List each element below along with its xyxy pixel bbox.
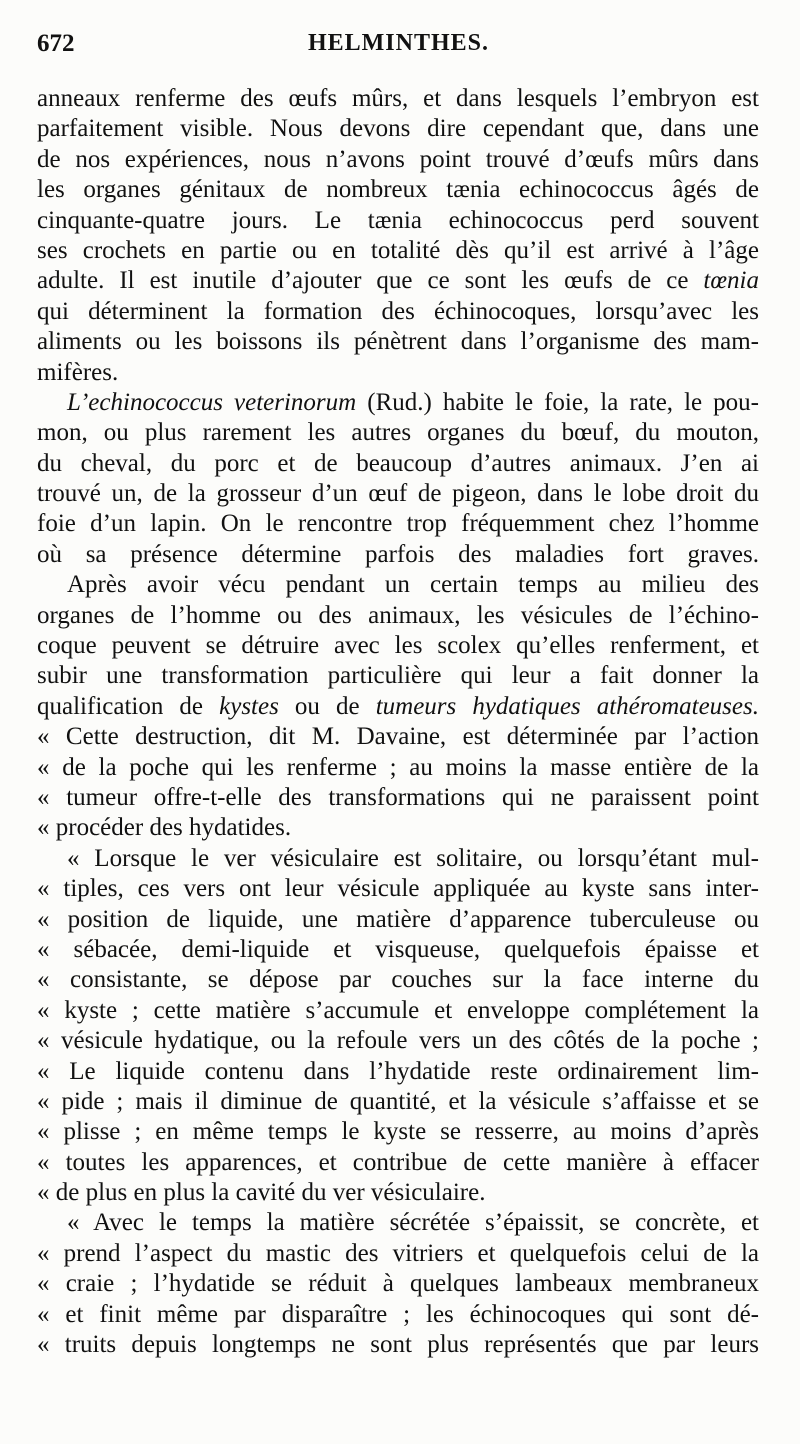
text-line: foie d’un lapin. On le rencontre trop fréquemment chez l’homme — [37, 510, 759, 538]
text-line: « Avec le temps la matière sécrétée s’épaissit, se concrète, et — [67, 1209, 759, 1237]
text-line: « procéder des hydatides. — [37, 814, 292, 842]
page-number: 672 — [37, 30, 75, 57]
text-line: « tiples, ces vers ont leur vésicule appliquée au kyste sans inter- — [37, 875, 759, 903]
text-line: « Lorsque le ver vésiculaire est solitaire, ou lorsqu’étant mul- — [67, 844, 759, 872]
text-line: de nos expériences, nous n’avons point trouvé d’œufs mûrs dans — [37, 145, 759, 173]
text-line: ses crochets en partie ou en totalité dès qu’il est arrivé à l’âge — [37, 236, 759, 264]
text-line: qualification de kystes ou de tumeurs hydatiques athéromateuses. — [37, 692, 759, 720]
text-line: aliments ou les boissons ils pénètrent dans l’organisme des mam- — [37, 328, 759, 356]
body-text — [37, 84, 759, 1360]
text-line: « vésicule hydatique, ou la refoule vers un des côtés de la poche ; — [37, 1027, 759, 1055]
text-line: subir une transformation particulière qui leur a fait donner la — [37, 662, 759, 690]
text-line: du cheval, du porc et de beaucoup d’autres animaux. J’en ai — [37, 449, 759, 477]
text-line: Après avoir vécu pendant un certain temps au milieu des — [67, 571, 759, 599]
text-line: « Cette destruction, dit M. Davaine, est déterminée par l’action — [37, 723, 759, 751]
text-line: L’echinococcus veterinorum (Rud.) habite le foie, la rate, le pou- — [67, 388, 759, 416]
text-line: « de plus en plus la cavité du ver vésiculaire. — [37, 1179, 486, 1207]
text-line: où sa présence détermine parfois des maladies fort graves. — [37, 540, 759, 568]
text-line: qui déterminent la formation des échinocoques, lorsqu’avec les — [37, 297, 759, 325]
text-line: « tumeur offre-t-elle des transformations qui ne paraissent point — [37, 783, 759, 811]
text-line: les organes génitaux de nombreux tænia echinococcus âgés de — [37, 176, 759, 204]
text-line: coque peuvent se détruire avec les scolex qu’elles renferment, et — [37, 632, 759, 660]
running-head: HELMINTHES. — [307, 30, 490, 56]
text-line: mon, ou plus rarement les autres organes du bœuf, du mouton, — [37, 419, 759, 447]
text-line: « et finit même par disparaître ; les échinocoques qui sont dé- — [37, 1300, 759, 1328]
text-line: « toutes les apparences, et contribue de cette manière à effacer — [37, 1148, 759, 1176]
text-line: trouvé un, de la grosseur d’un œuf de pigeon, dans le lobe droit du — [37, 480, 759, 508]
page-header — [37, 30, 760, 64]
text-line: « craie ; l’hydatide se réduit à quelques lambeaux membraneux — [37, 1270, 759, 1298]
text-line: « position de liquide, une matière d’apparence tuberculeuse ou — [37, 905, 759, 933]
text-line: « consistante, se dépose par couches sur la face interne du — [37, 966, 759, 994]
text-line: « kyste ; cette matière s’accumule et enveloppe complétement la — [37, 996, 759, 1024]
text-line: mifères. — [37, 358, 119, 386]
text-line: « plisse ; en même temps le kyste se resserre, au moins d’après — [37, 1118, 759, 1146]
text-line: « de la poche qui les renferme ; au moins la masse entière de la — [37, 753, 759, 781]
text-line: anneaux renferme des œufs mûrs, et dans lesquels l’embryon est — [37, 85, 759, 112]
text-line: « pide ; mais il diminue de quantité, et la vésicule s’affaisse et se — [37, 1087, 759, 1115]
text-line: « Le liquide contenu dans l’hydatide reste ordinairement lim- — [37, 1057, 759, 1085]
text-line: cinquante-quatre jours. Le tænia echinococcus perd souvent — [37, 206, 759, 234]
text-line: adulte. Il est inutile d’ajouter que ce sont les œufs de ce tœnia — [37, 267, 759, 295]
text-line: « sébacée, demi-liquide et visqueuse, quelquefois épaisse et — [37, 935, 759, 963]
text-line: « prend l’aspect du mastic des vitriers et quelquefois celui de la — [37, 1239, 759, 1267]
text-line: organes de l’homme ou des animaux, les vésicules de l’échino- — [37, 601, 759, 629]
text-line: parfaitement visible. Nous devons dire cependant que, dans une — [37, 115, 759, 143]
text-line: « truits depuis longtemps ne sont plus représentés que par leurs — [37, 1331, 759, 1359]
